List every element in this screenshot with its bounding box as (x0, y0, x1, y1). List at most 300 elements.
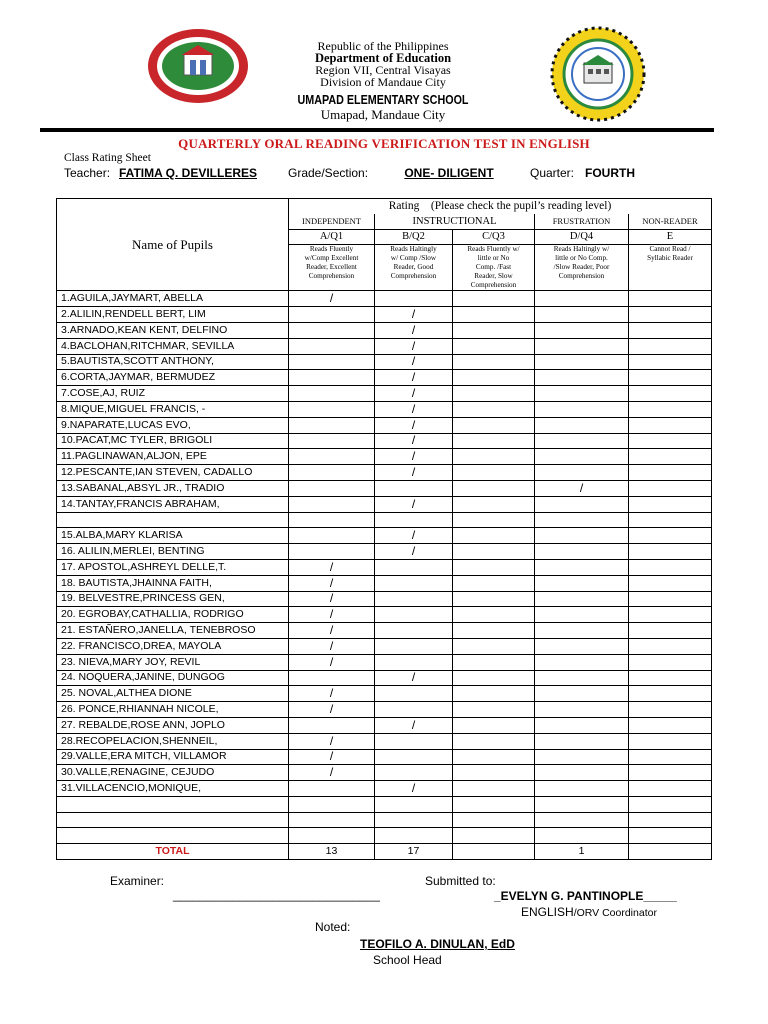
group-non-reader (629, 214, 712, 229)
pupil-row (57, 670, 712, 686)
rating-cell (375, 354, 453, 370)
level-description-line: Reader, Slow (474, 272, 513, 281)
pupil-name-text: 17. APOSTOL,ASHREYL DELLE,T. (61, 560, 227, 573)
pupil-row (57, 512, 712, 528)
rating-cell (535, 354, 629, 370)
rating-cell (453, 370, 535, 386)
pupil-name (57, 386, 289, 402)
pupil-name-text: 28.RECOPELACION,SHENNEIL, (61, 734, 218, 747)
rating-cell (289, 528, 375, 544)
rating-cell (629, 686, 712, 702)
rating-cell (629, 354, 712, 370)
pupil-row (57, 322, 712, 338)
pupil-name-text: 24. NOQUERA,JANINE, DUNGOG (61, 671, 225, 684)
pupil-name (57, 465, 289, 481)
rating-cell (289, 591, 375, 607)
pupil-row (57, 654, 712, 670)
pupil-name (57, 638, 289, 654)
check-mark: / (411, 417, 416, 432)
pupil-row (57, 575, 712, 591)
rating-cell (535, 544, 629, 560)
rating-cell (535, 654, 629, 670)
pupil-row (57, 686, 712, 702)
pupil-name (57, 449, 289, 465)
check-mark: / (329, 607, 334, 622)
pupil-name-text: 27. REBALDE,ROSE ANN, JOPLO (61, 718, 225, 731)
pupil-name (57, 607, 289, 623)
pupil-name (57, 354, 289, 370)
rating-cell (289, 702, 375, 718)
total-cell (629, 844, 712, 860)
rating-cell (629, 401, 712, 417)
rating-cell (289, 401, 375, 417)
check-mark: / (329, 623, 334, 638)
pupil-row (57, 338, 712, 354)
level-description-line: little or No (477, 254, 510, 263)
rating-cell (289, 733, 375, 749)
total-cell (535, 844, 629, 860)
rating-cell (289, 496, 375, 512)
rating-cell (289, 465, 375, 481)
pupil-name-text: 4.BACLOHAN,RITCHMAR, SEVILLA (61, 339, 235, 352)
rating-cell (453, 670, 535, 686)
pupil-row (57, 733, 712, 749)
sheet-subtitle: Class Rating Sheet (64, 152, 151, 164)
rating-cell (535, 607, 629, 623)
rating-cell (453, 765, 535, 781)
rating-cell (453, 812, 535, 828)
rating-cell (453, 291, 535, 307)
rating-cell (535, 686, 629, 702)
submitted-label: Submitted to: (425, 874, 496, 888)
rating-cell (535, 528, 629, 544)
check-mark: / (411, 780, 416, 795)
total-label-text: TOTAL (155, 845, 190, 858)
pupil-name-text: 9.NAPARATE,LUCAS EVO, (61, 418, 191, 431)
level-description-line: Reader, Excellent (306, 263, 357, 272)
rating-cell (535, 591, 629, 607)
rating-cell (375, 559, 453, 575)
rating-cell (629, 512, 712, 528)
level-description-line: little or No Comp. (555, 254, 608, 263)
pupil-name-text: 20. EGROBAY,CATHALLIA, RODRIGO (61, 608, 244, 621)
rating-cell (289, 433, 375, 449)
rating-cell (375, 591, 453, 607)
level-description-line: Reader, Good (393, 263, 434, 272)
pupil-name (57, 433, 289, 449)
level-code (453, 229, 535, 245)
rating-cell (375, 828, 453, 844)
total-value: 17 (407, 845, 420, 858)
pupil-row (57, 638, 712, 654)
group-label: INDEPENDENT (301, 215, 362, 226)
rating-cell (629, 338, 712, 354)
rating-cell (375, 749, 453, 765)
pupil-name-text: 16. ALILIN,MERLEI, BENTING (61, 545, 205, 558)
rating-cell (535, 307, 629, 323)
pupil-name-text: 26. PONCE,RHIANNAH NICOLE, (61, 703, 219, 715)
rating-cell (535, 796, 629, 812)
rating-cell (453, 449, 535, 465)
pupil-row (57, 749, 712, 765)
pupil-name (57, 528, 289, 544)
level-description (629, 245, 712, 291)
header-division: Division of Mandaue City (320, 75, 446, 89)
group-label: INSTRUCTIONAL (412, 215, 497, 227)
pupil-name (57, 796, 289, 812)
pupil-name-text: 1.AGUILA,JAYMART, ABELLA (61, 292, 204, 305)
rating-cell (375, 291, 453, 307)
pupil-name (57, 575, 289, 591)
rating-cell (375, 322, 453, 338)
rating-cell (629, 702, 712, 718)
rating-cell (535, 765, 629, 781)
rating-cell (289, 354, 375, 370)
rating-cell (453, 796, 535, 812)
rating-cell (535, 575, 629, 591)
rating-cell (453, 575, 535, 591)
pupil-row (57, 623, 712, 639)
check-mark: / (329, 686, 334, 701)
pupil-name-text: 6.CORTA,JAYMAR, BERMUDEZ (61, 371, 216, 384)
rating-cell (375, 480, 453, 496)
rating-table (56, 198, 712, 860)
level-description-line: Reads Haltingly (390, 245, 437, 254)
rating-cell (535, 638, 629, 654)
grade-label: Grade/Section: (288, 166, 369, 180)
rating-cell (453, 638, 535, 654)
rating-cell (629, 370, 712, 386)
pupil-name (57, 307, 289, 323)
check-mark: / (411, 528, 416, 543)
check-mark: / (411, 670, 416, 685)
check-mark: / (329, 702, 334, 716)
pupil-row (57, 765, 712, 781)
check-mark: / (329, 638, 334, 653)
pupil-name (57, 417, 289, 433)
level-description-line: Syllabic Reader (647, 254, 693, 263)
name-column-header (57, 199, 289, 291)
rating-cell (535, 496, 629, 512)
name-header-text: Name of Pupils (132, 237, 213, 253)
total-row (57, 844, 712, 860)
group-label: NON-READER (642, 215, 698, 226)
pupil-row (57, 480, 712, 496)
teacher-label: Teacher: (64, 166, 111, 180)
rating-cell (535, 512, 629, 528)
rating-cell (629, 828, 712, 844)
rating-cell (453, 528, 535, 544)
rating-cell (629, 322, 712, 338)
rating-cell (629, 717, 712, 733)
check-mark: / (411, 433, 416, 448)
pupil-row (57, 812, 712, 828)
rating-cell (453, 607, 535, 623)
pupil-row (57, 781, 712, 797)
rating-cell (453, 686, 535, 702)
rating-cell (453, 386, 535, 402)
check-mark: / (579, 480, 584, 495)
school-address: Umapad, Mandaue City (320, 107, 446, 122)
rating-cell (375, 386, 453, 402)
pupil-row (57, 496, 712, 512)
rating-cell (453, 417, 535, 433)
check-mark: / (329, 591, 334, 606)
coordinator-name: _EVELYN G. PANTINOPLE_____ (494, 889, 677, 903)
rating-cell (289, 370, 375, 386)
rating-cell (453, 749, 535, 765)
pupil-name (57, 496, 289, 512)
examiner-label: Examiner: (110, 874, 165, 888)
pupil-name (57, 480, 289, 496)
pupil-name-text: 5.BAUTISTA,SCOTT ANTHONY, (61, 355, 214, 368)
level-description-line: Comprehension (308, 272, 355, 281)
pupil-row (57, 559, 712, 575)
rating-cell (289, 386, 375, 402)
teacher-name: FATIMA Q. DEVILLERES (119, 166, 258, 180)
pupil-row (57, 717, 712, 733)
rating-cell (629, 575, 712, 591)
pupil-name (57, 370, 289, 386)
rating-cell (375, 370, 453, 386)
level-description-line: w/ Comp /Slow (390, 254, 437, 263)
rating-cell (375, 465, 453, 481)
rating-cell (453, 354, 535, 370)
check-mark: / (329, 733, 334, 748)
rating-cell (535, 401, 629, 417)
pupil-name (57, 765, 289, 781)
rating-cell (289, 812, 375, 828)
pupil-name-text: 25. NOVAL,ALTHEA DIONE (61, 687, 192, 700)
level-code (535, 229, 629, 245)
total-value: 13 (325, 845, 338, 858)
rating-cell (629, 559, 712, 575)
pupil-row (57, 401, 712, 417)
check-mark: / (411, 307, 416, 322)
level-description-line: Comp. /Fast (475, 263, 512, 272)
rating-cell (375, 575, 453, 591)
rating-cell (453, 433, 535, 449)
pupil-row (57, 465, 712, 481)
rating-cell (375, 433, 453, 449)
pupil-row (57, 433, 712, 449)
rating-cell (375, 765, 453, 781)
rating-cell (453, 591, 535, 607)
level-description-line: Comprehension (470, 281, 517, 290)
pupil-row (57, 417, 712, 433)
rating-cell (289, 544, 375, 560)
check-mark: / (329, 765, 334, 780)
rating-cell (629, 417, 712, 433)
rating-cell (535, 433, 629, 449)
total-value: 1 (578, 845, 585, 858)
pupil-name-text: 30.VALLE,RENAGINE, CEJUDO (61, 766, 215, 779)
rating-cell (375, 796, 453, 812)
check-mark: / (411, 449, 416, 464)
rating-cell (375, 607, 453, 623)
rating-cell (535, 717, 629, 733)
pupil-row (57, 386, 712, 402)
rating-cell (375, 654, 453, 670)
total-label (57, 844, 289, 860)
total-cell (453, 844, 535, 860)
rating-cell (629, 765, 712, 781)
rating-cell (375, 528, 453, 544)
rating-cell (535, 417, 629, 433)
rating-cell (289, 828, 375, 844)
rating-cell (535, 702, 629, 718)
check-mark: / (411, 401, 416, 416)
rating-cell (535, 449, 629, 465)
rating-cell (453, 733, 535, 749)
rating-cell (375, 717, 453, 733)
rating-cell (375, 812, 453, 828)
header-republic: Republic of the Philippines (317, 39, 449, 53)
rating-cell (289, 291, 375, 307)
rating-cell (453, 654, 535, 670)
rating-header-text: Rating (Please check the pupil’s reading level) (388, 199, 612, 212)
rating-cell (629, 528, 712, 544)
rating-cell (289, 717, 375, 733)
rating-cell (629, 465, 712, 481)
pupil-name (57, 812, 289, 828)
pupil-name (57, 828, 289, 844)
rating-cell (535, 338, 629, 354)
rating-cell (535, 291, 629, 307)
rating-cell (289, 638, 375, 654)
rating-cell (289, 607, 375, 623)
examiner-signature-line: _______________________________ (173, 888, 380, 902)
grade-section: ONE- DILIGENT (404, 166, 494, 180)
pupil-name-text: 18. BAUTISTA,JHAINNA FAITH, (61, 576, 212, 589)
rating-cell (289, 749, 375, 765)
rating-cell (535, 749, 629, 765)
rating-cell (535, 781, 629, 797)
rating-cell (289, 480, 375, 496)
rating-cell (629, 796, 712, 812)
pupil-name (57, 623, 289, 639)
rating-cell (375, 733, 453, 749)
coordinator-title-subject: ENGLISH (521, 905, 574, 919)
pupil-row (57, 607, 712, 623)
rating-cell (629, 654, 712, 670)
pupil-name-text: 21. ESTAÑERO,JANELLA, TENEBROSO (61, 624, 256, 637)
rating-cell (535, 559, 629, 575)
check-mark: / (411, 496, 416, 511)
level-description-line: Comprehension (558, 272, 605, 281)
rating-cell (453, 496, 535, 512)
rating-header (289, 199, 712, 214)
check-mark: / (411, 717, 416, 732)
level-description-line: Reads Fluently (309, 245, 354, 254)
rating-cell (453, 480, 535, 496)
level-description (453, 245, 535, 291)
level-code-text: B/Q2 (402, 231, 425, 243)
pupil-name-text: 13.SABANAL,ABSYL JR., TRADIO (61, 481, 225, 494)
rating-cell (453, 559, 535, 575)
rating-cell (535, 465, 629, 481)
rating-cell (629, 433, 712, 449)
check-mark: / (329, 749, 334, 764)
rating-cell (629, 480, 712, 496)
rating-cell (453, 512, 535, 528)
rating-cell (535, 670, 629, 686)
group-frustration (535, 214, 629, 229)
pupil-row (57, 528, 712, 544)
header-region: Region VII, Central Visayas (315, 63, 451, 77)
check-mark: / (411, 322, 416, 337)
rating-cell (629, 781, 712, 797)
rating-cell (629, 670, 712, 686)
rating-cell (629, 307, 712, 323)
rating-cell (535, 812, 629, 828)
pupil-name-text: 2.ALILIN,RENDELL BERT, LIM (61, 308, 206, 321)
rating-cell (629, 544, 712, 560)
level-code (289, 229, 375, 245)
pupil-name (57, 544, 289, 560)
rating-cell (375, 338, 453, 354)
total-cell (289, 844, 375, 860)
rating-cell (375, 702, 453, 718)
level-description-line: Comprehension (390, 272, 437, 281)
check-mark: / (411, 544, 416, 559)
pupil-row (57, 354, 712, 370)
rating-cell (289, 559, 375, 575)
rating-cell (289, 654, 375, 670)
level-description (289, 245, 375, 291)
rating-cell (375, 512, 453, 528)
school-head-title: School Head (373, 953, 442, 967)
rating-cell (535, 828, 629, 844)
pupil-name-text: 23. NIEVA,MARY JOY, REVIL (61, 655, 201, 668)
rating-cell (629, 291, 712, 307)
pupil-name-text: 31.VILLACENCIO,MONIQUE, (61, 781, 202, 794)
total-cell (375, 844, 453, 860)
level-code (629, 229, 712, 245)
pupil-name (57, 322, 289, 338)
level-description (535, 245, 629, 291)
rating-cell (535, 623, 629, 639)
level-code (375, 229, 453, 245)
pupil-row (57, 702, 712, 718)
rating-cell (289, 449, 375, 465)
rating-cell (453, 828, 535, 844)
pupil-name-text: 22. FRANCISCO,DREA, MAYOLA (61, 639, 222, 652)
rating-cell (629, 449, 712, 465)
rating-cell (289, 686, 375, 702)
check-mark: / (329, 654, 334, 669)
check-mark: / (411, 386, 416, 401)
level-code-text: D/Q4 (569, 231, 594, 243)
level-description-line: /Slow Reader, Poor (553, 263, 610, 272)
rating-cell (375, 496, 453, 512)
rating-cell (289, 765, 375, 781)
pupil-name (57, 702, 289, 718)
document-title: QUARTERLY ORAL READING VERIFICATION TEST IN ENGLISH (178, 136, 590, 151)
rating-cell (375, 307, 453, 323)
noted-label: Noted: (315, 920, 351, 934)
rating-cell (629, 607, 712, 623)
rating-cell (289, 338, 375, 354)
rating-cell (289, 575, 375, 591)
rating-cell (289, 670, 375, 686)
rating-cell (629, 749, 712, 765)
pupil-name (57, 654, 289, 670)
pupil-row (57, 544, 712, 560)
pupil-name (57, 512, 289, 528)
school-head-name: TEOFILO A. DINULAN, EdD (360, 937, 515, 951)
rating-cell (629, 386, 712, 402)
